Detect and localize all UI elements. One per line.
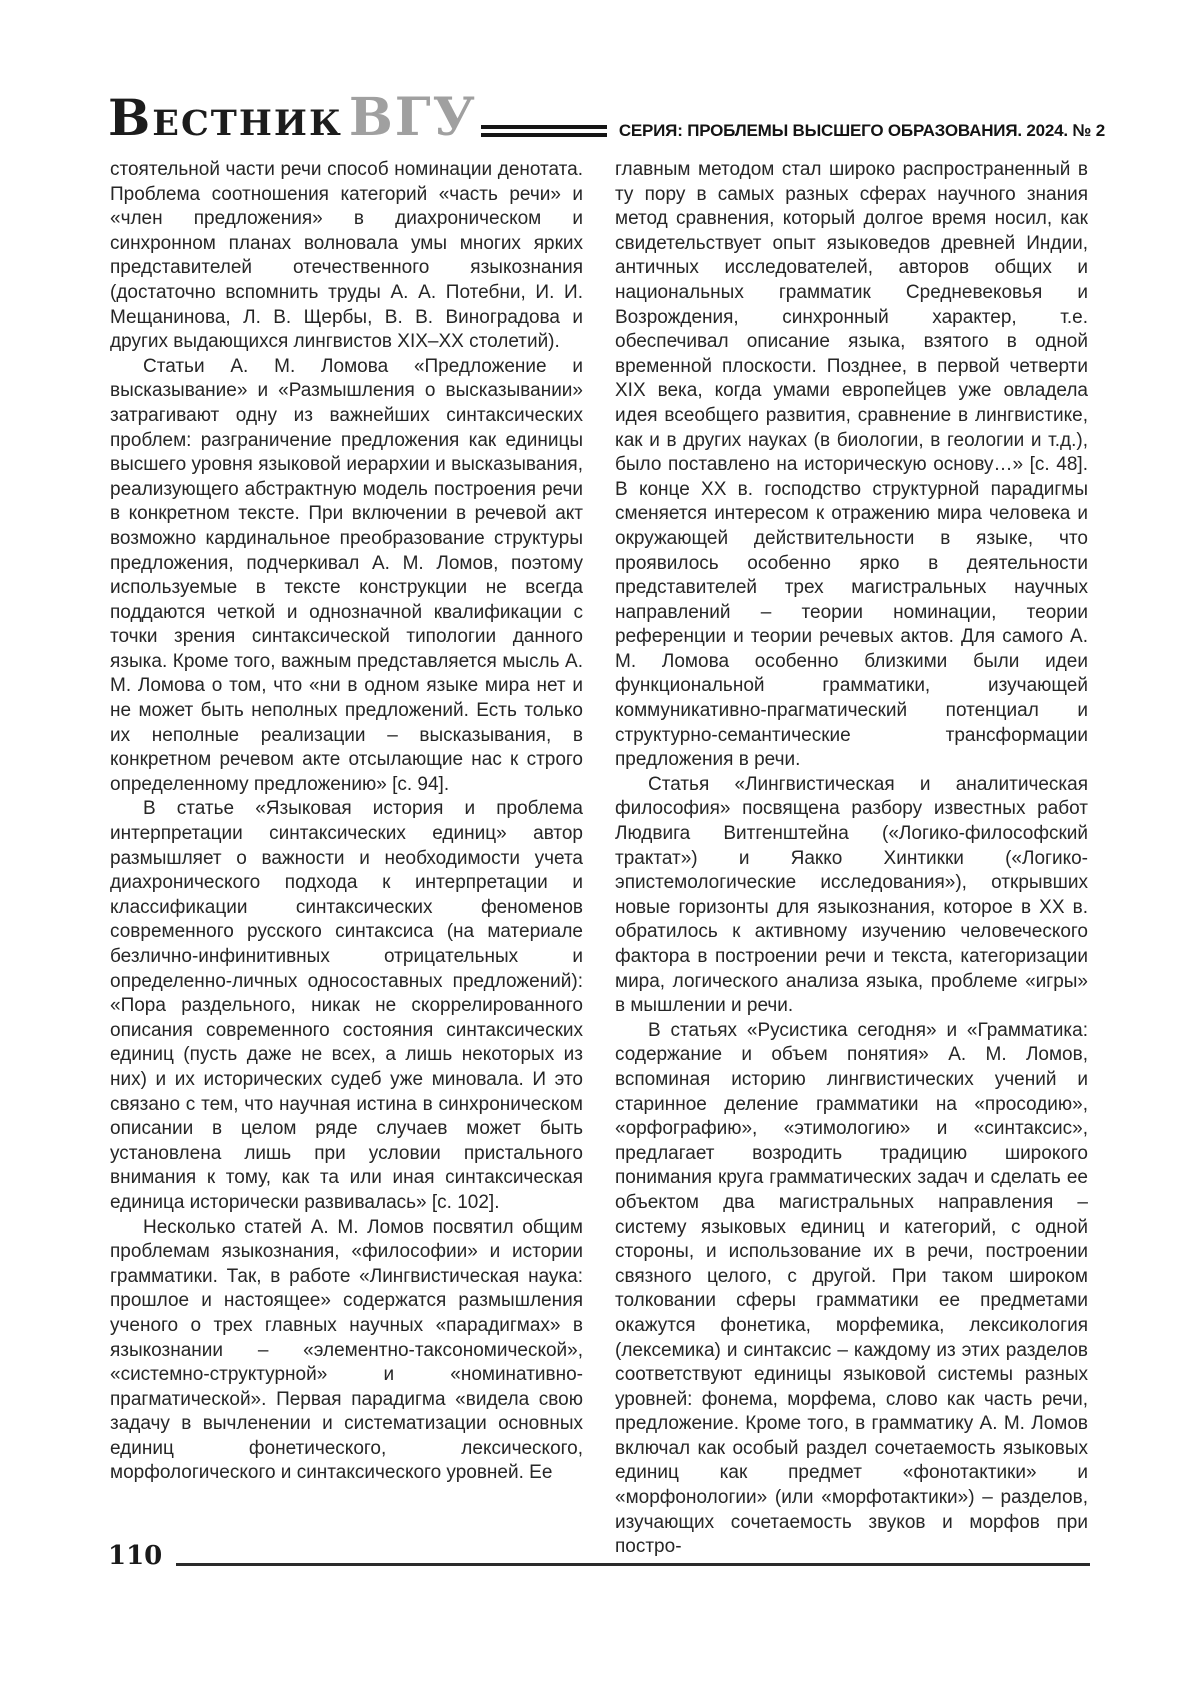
paragraph: стоятельной части речи способ номинации денотата. Проблема соотношения категорий «часть речи» и «член предложения» в диахроническом и синхронном планах волновала умы многих ярких представителей отечественного языкознания (достаточно вспомнить труды А. А. Потебни, И. И. Мещанинова, Л. В. Щербы, В. В. Виноградова и других выдающихся лингвистов XIX–XX столетий). — [110, 159, 583, 353]
series-title: СЕРИЯ: ПРОБЛЕМЫ ВЫСШЕГО ОБРАЗОВАНИЯ. 2024. № 2 — [618, 121, 1105, 140]
right-column — [615, 158, 1088, 1558]
page-header — [108, 87, 1105, 148]
paragraph: В статьях «Русистика сегодня» и «Грамматика: содержание и объем понятия» А. М. Ломов, вспоминая историю лингвистических учений и старинное деление грамматики на «просодию», «орфографию», «этимологию» и «синтаксис», предлагает возродить традицию широкого понимания круга грамматических задач и сделать ее объектом два магистральных направления – систему языковых единиц и категорий, с одной стороны, и использование их в речи, построении связного целого, с другой. При таком широком толковании сферы грамматики ее предметами окажутся фонетика, морфемика, лексикология (лексемика) и синтаксис – каждому из этих разделов соответствуют единицы языковой системы разных уровней: фонема, морфема, слово как часть речи, предложение. Кроме того, в грамматику А. М. Ломов включал как особый раздел сочетаемость языковых единиц как предмет «фонотактики» и «морфонологии» (или «морфотактики») – разделов, изучающих сочетаемость звуков и морфов при постро- — [615, 1019, 1088, 1558]
footer-rule — [176, 1563, 1090, 1566]
logo-primary-text: Вестник — [108, 88, 343, 147]
page-footer — [108, 1542, 1090, 1571]
page-number: 110 — [108, 1541, 163, 1571]
journal-logo — [108, 87, 477, 148]
header-double-rule — [481, 125, 607, 137]
paragraph: В статье «Языковая история и проблема интерпретации синтаксических единиц» автор размышляет о важности и необходимости учета диахронического подхода к интерпретации и классификации синтаксических феноменов современного русского синтаксиса (на материале безлично-инфинитивных отрицательных и определенно-личных односоставных предложений): «Пора раздельного, никак не скоррелированного описания современного состояния синтаксических единиц (пусть даже не всех, а лишь некоторых из них) и их исторических судеб уже миновала. И это связано с тем, что научная истина в синхроническом описании в целом ряде случаев может быть установлена лишь при условии пристального внимания к тому, как та или иная синтаксическая единица исторически развивалась» [с. 102]. — [110, 798, 583, 1213]
paragraph: Статьи А. М. Ломова «Предложение и высказывание» и «Размышления о высказывании» затрагивают одну из важнейших синтаксических проблем: разграничение предложения как единицы высшего уровня языковой иерархии и высказывания, реализующего абстрактную модель построения речи в конкретном тексте. При включении в речевой акт возможно кардинальное преобразование структуры предложения, подчеркивал А. М. Ломов, поэтому используемые в тексте конструкции не всегда поддаются четкой и однозначной квалификации с точки зрения синтаксической типологии данного языка. Кроме того, важным представляется мысль А. М. Ломова о том, что «ни в одном языке мира нет и не может быть неполных предложений. Есть только их неполные реализации – высказывания, в конкретном речевом акте отсылающие нас к строго определенному предложению» [с. 94]. — [110, 355, 583, 795]
paragraph: Статья «Лингвистическая и аналитическая философия» посвящена разбору известных работ Людвига Витгенштейна («Логико-философский трактат») и Яакко Хинтикки («Логико-эпистемологические исследования»), открывших новые горизонты для языкознания, которое в XX в. обратилось к активному изучению человеческого фактора в построении речи и текста, категоризации мира, логического анализа языка, проблеме «игры» в мышлении и речи. — [615, 773, 1088, 1017]
left-column — [110, 158, 583, 1520]
paragraph: Несколько статей А. М. Ломов посвятил общим проблемам языкознания, «философии» и истории грамматики. Так, в работе «Лингвистическая наука: прошлое и настоящее» содержатся размышления ученого о трех главных научных «парадигмах» в языкознании – «элементно-таксономической», «системно-структурной» и «номинативно-прагматической». Первая парадигма «видела свою задачу в вычленении и систематизации основных единиц фонетического, лексического, морфологического и синтаксического уровней. Ее — [110, 1216, 583, 1484]
logo-secondary-text: ВГУ — [348, 87, 477, 148]
paragraph: главным методом стал широко распространенный в ту пору в самых разных сферах научного знания метод сравнения, который долгое время носил, как свидетельствует опыт языковедов древней Индии, античных исследователей, авторов общих и национальных грамматик Средневековья и Возрождения, синхронный характер, т.е. обеспечивал описание языка, взятого в одной временной плоскости. Позднее, в первой четверти XIX века, когда умами европейцев уже овладела идея всеобщего развития, сравнение в лингвистике, как и в других науках (в биологии, в геологии и т.д.), было поставлено на историческую основу…» [с. 48]. В конце XX в. господство структурной парадигмы сменяется интересом к отражению мира человека и окружающей действительности в языке, что проявилось особенно ярко в деятельности представителей трех магистральных научных направлений – теории номинации, теории референции и теории речевых актов. Для самого А. М. Ломова особенно близкими были идеи функциональной грамматики, изучающей коммуникативно-прагматический потенциал и структурно-семантические трансформации предложения в речи. — [615, 159, 1088, 771]
